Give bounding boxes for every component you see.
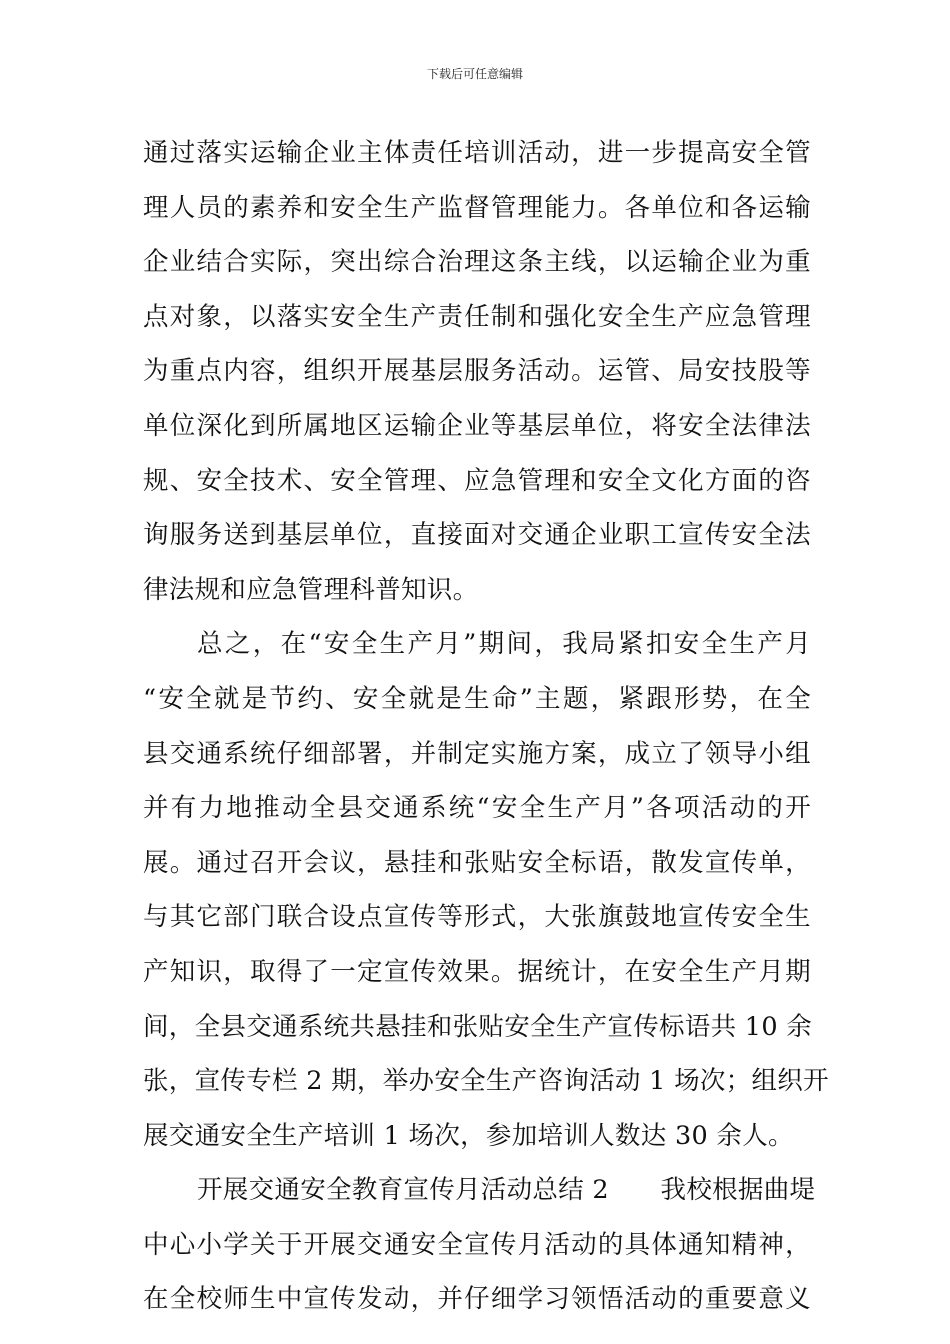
- text-line: 间，全县交通系统共悬挂和张贴安全生产宣传标语共 10 余: [143, 1011, 813, 1042]
- text-line: 询服务送到基层单位，直接面对交通企业职工宣传安全法: [143, 520, 811, 551]
- text-line: 在全校师生中宣传发动，并仔细学习领悟活动的重要意义: [143, 1284, 811, 1315]
- text-line: 总之，在“安全生产月”期间，我局紧扣安全生产月: [197, 629, 811, 660]
- text-line: 理人员的素养和安全生产监督管理能力。各单位和各运输: [143, 192, 811, 223]
- text-line: 与其它部门联合设点宣传等形式，大张旗鼓地宣传安全生: [143, 902, 811, 933]
- text-line: 展交通安全生产培训 1 场次，参加培训人数达 30 余人。: [143, 1120, 794, 1151]
- text-line: 县交通系统仔细部署，并制定实施方案，成立了领导小组: [143, 738, 811, 769]
- text-line: 通过落实运输企业主体责任培训活动，进一步提高安全管: [143, 138, 811, 168]
- paragraph-2: [143, 617, 829, 1163]
- text-line: 规、安全技术、安全管理、应急管理和安全文化方面的咨: [143, 465, 811, 496]
- text-line: 中心小学关于开展交通安全宣传月活动的具体通知精神，: [143, 1229, 811, 1260]
- text-line: 单位深化到所属地区运输企业等基层单位，将安全法律法: [143, 410, 811, 441]
- text-line: 点对象，以落实安全生产责任制和强化安全生产应急管理: [143, 301, 811, 332]
- text-line: “安全就是节约、安全就是生命”主题，紧跟形势，在全: [143, 683, 811, 714]
- text-line: 企业结合实际，突出综合治理这条主线，以运输企业为重: [143, 247, 811, 278]
- text-line: 展。通过召开会议，悬挂和张贴安全标语，散发宣传单，: [143, 847, 811, 878]
- text-line: 为重点内容，组织开展基层服务活动。运管、局安技股等: [143, 356, 811, 387]
- text-line: 律法规和应急管理科普知识。: [143, 574, 479, 605]
- page-header-note: 下载后可任意编辑: [426, 67, 523, 81]
- text-line: 张，宣传专栏 2 期，举办安全生产咨询活动 1 场次；组织开: [143, 1066, 829, 1097]
- text-line: 产知识，取得了一定宣传效果。据统计，在安全生产月期: [143, 956, 811, 987]
- paragraph-1: [143, 126, 811, 617]
- text-line: 并有力地推动全县交通系统“安全生产月”各项活动的开: [143, 793, 811, 824]
- text-line: 开展交通安全教育宣传月活动总结 2 我校根据曲堤: [197, 1175, 816, 1206]
- paragraph-3: [143, 1163, 816, 1327]
- document-body: [143, 126, 829, 1327]
